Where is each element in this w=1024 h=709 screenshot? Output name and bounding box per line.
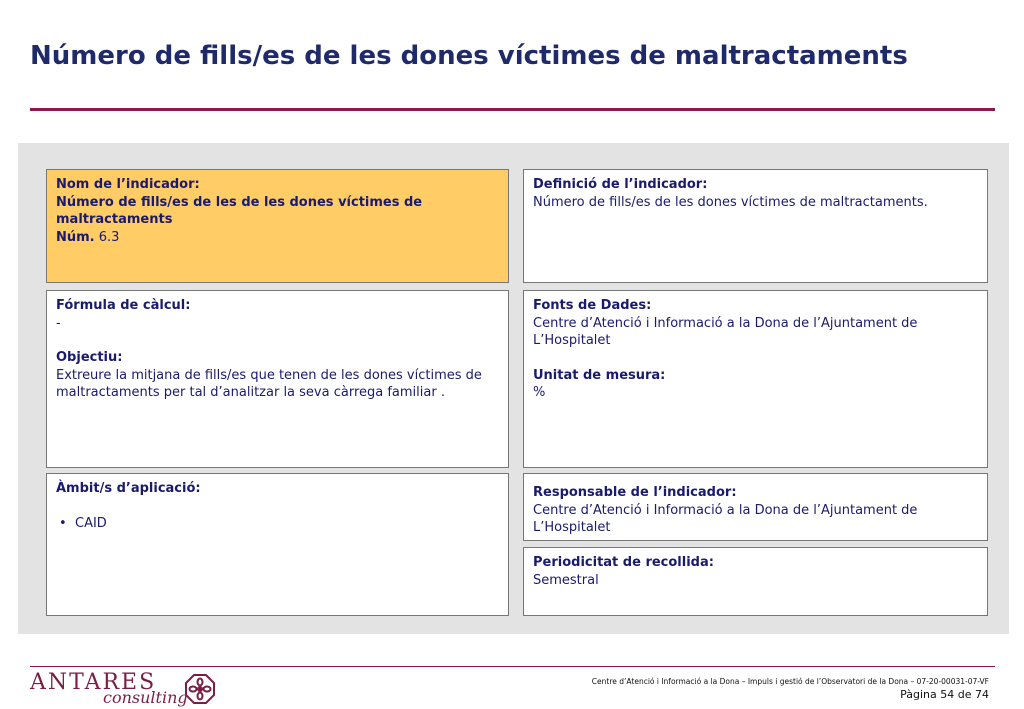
indicator-name-label: Nom de l’indicador: (56, 177, 200, 192)
company-logo-icon (185, 674, 215, 704)
indicator-number-value: 6.3 (98, 229, 120, 245)
responsible-text: Centre d’Atenció i Informació a la Dona de l’Ajuntament de L’Hospitalet (533, 502, 918, 535)
indicator-name-value: Número de fills/es de les de les dones víctimes de maltractaments (56, 194, 423, 227)
footer-divider (30, 666, 995, 667)
document-reference: Centre d’Atenció i Informació a la Dona – Impuls i gestió de l’Observatori de la Dona – 07-20-00031-07-VF (591, 677, 989, 686)
data-sources-box (523, 290, 988, 468)
objective-label: Objectiu: (56, 350, 123, 365)
data-sources-label: Fonts de Dades: (533, 298, 652, 313)
company-logo-subtitle: consulting (103, 688, 188, 707)
definition-text: Número de fills/es de les dones víctimes de maltractaments. (533, 194, 928, 210)
page-number: Pàgina 54 de 74 (900, 688, 989, 701)
indicator-definition-box (523, 169, 988, 283)
scope-box (46, 473, 509, 616)
formula-value: - (56, 315, 61, 331)
indicator-number-label: Núm. (56, 229, 95, 245)
periodicity-value: Semestral (533, 572, 599, 588)
title-divider (30, 108, 995, 111)
bullet-icon: • (59, 515, 67, 531)
scope-label: Àmbit/s d’aplicació: (56, 481, 201, 496)
indicator-name-box (46, 169, 509, 283)
objective-text: Extreure la mitjana de fills/es que tenen de les dones víctimes de maltractaments per tal d’analitzar la seva càrrega familiar . (56, 367, 482, 400)
page-title: Número de fills/es de les dones víctimes de maltractaments (30, 41, 908, 71)
periodicity-box (523, 547, 988, 616)
periodicity-label: Periodicitat de recollida: (533, 555, 714, 570)
scope-item-text: CAID (75, 515, 107, 531)
unit-value: % (533, 385, 546, 400)
scope-list-item (59, 515, 499, 533)
definition-label: Definició de l’indicador: (533, 177, 708, 192)
data-sources-text: Centre d’Atenció i Informació a la Dona de l’Ajuntament de L’Hospitalet (533, 315, 918, 348)
indicator-number (56, 229, 499, 247)
unit-label: Unitat de mesura: (533, 367, 666, 383)
formula-box (46, 290, 509, 468)
responsible-label: Responsable de l’indicador: (533, 485, 737, 500)
responsible-box (523, 473, 988, 541)
company-logo-text: ANTARES (30, 670, 157, 695)
formula-label: Fórmula de càlcul: (56, 298, 191, 313)
